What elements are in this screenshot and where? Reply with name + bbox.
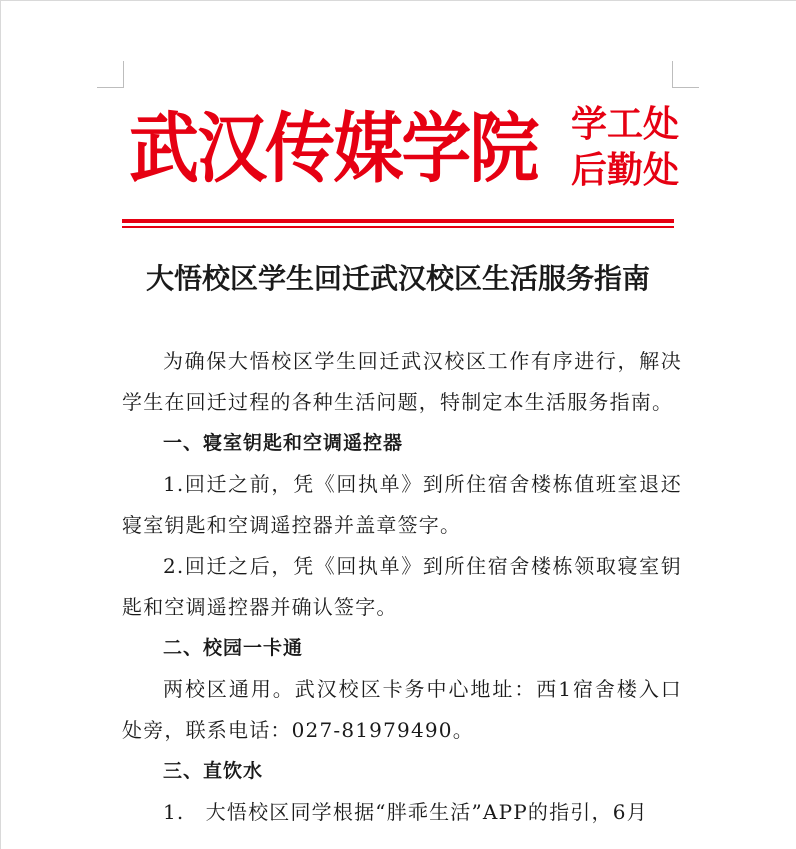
institution-name: 武汉传媒学院 <box>129 104 538 193</box>
department-names <box>571 101 681 193</box>
department-student-affairs: 学工处 <box>571 103 680 145</box>
department-logistics: 后勤处 <box>571 149 680 191</box>
letterhead <box>129 101 689 201</box>
letterhead-rule-thin <box>122 226 674 228</box>
section-drinking-water-item-1: 1. 大悟校区同学根据“胖乖生活”APP的指引，6月 <box>163 800 648 824</box>
letterhead-rule-thick <box>122 219 674 223</box>
section-heading-campus-card: 二、校园一卡通 <box>163 637 304 659</box>
section-keys-item-2: 2.回迁之后，凭《回执单》到所住宿舍楼栋领取寝室钥匙和空调遥控器并确认签字。 <box>122 554 682 619</box>
section-heading-drinking-water: 三、直饮水 <box>163 760 264 782</box>
crop-mark-top-left <box>97 61 124 88</box>
document-title: 大悟校区学生回迁武汉校区生活服务指南 <box>145 262 650 295</box>
crop-mark-top-right <box>672 61 699 88</box>
section-heading-keys: 一、寝室钥匙和空调遥控器 <box>163 432 404 454</box>
document-body <box>122 341 682 833</box>
intro-paragraph: 为确保大悟校区学生回迁武汉校区工作有序进行，解决学生在回迁过程的各种生活问题，特制定本生活服务指南。 <box>122 349 682 414</box>
section-keys-item-1: 1.回迁之前，凭《回执单》到所住宿舍楼栋值班室退还寝室钥匙和空调遥控器并盖章签字。 <box>122 472 682 537</box>
section-campus-card-item-1: 两校区通用。武汉校区卡务中心地址：西1宿舍楼入口处旁，联系电话：027-81979490。 <box>122 677 682 742</box>
